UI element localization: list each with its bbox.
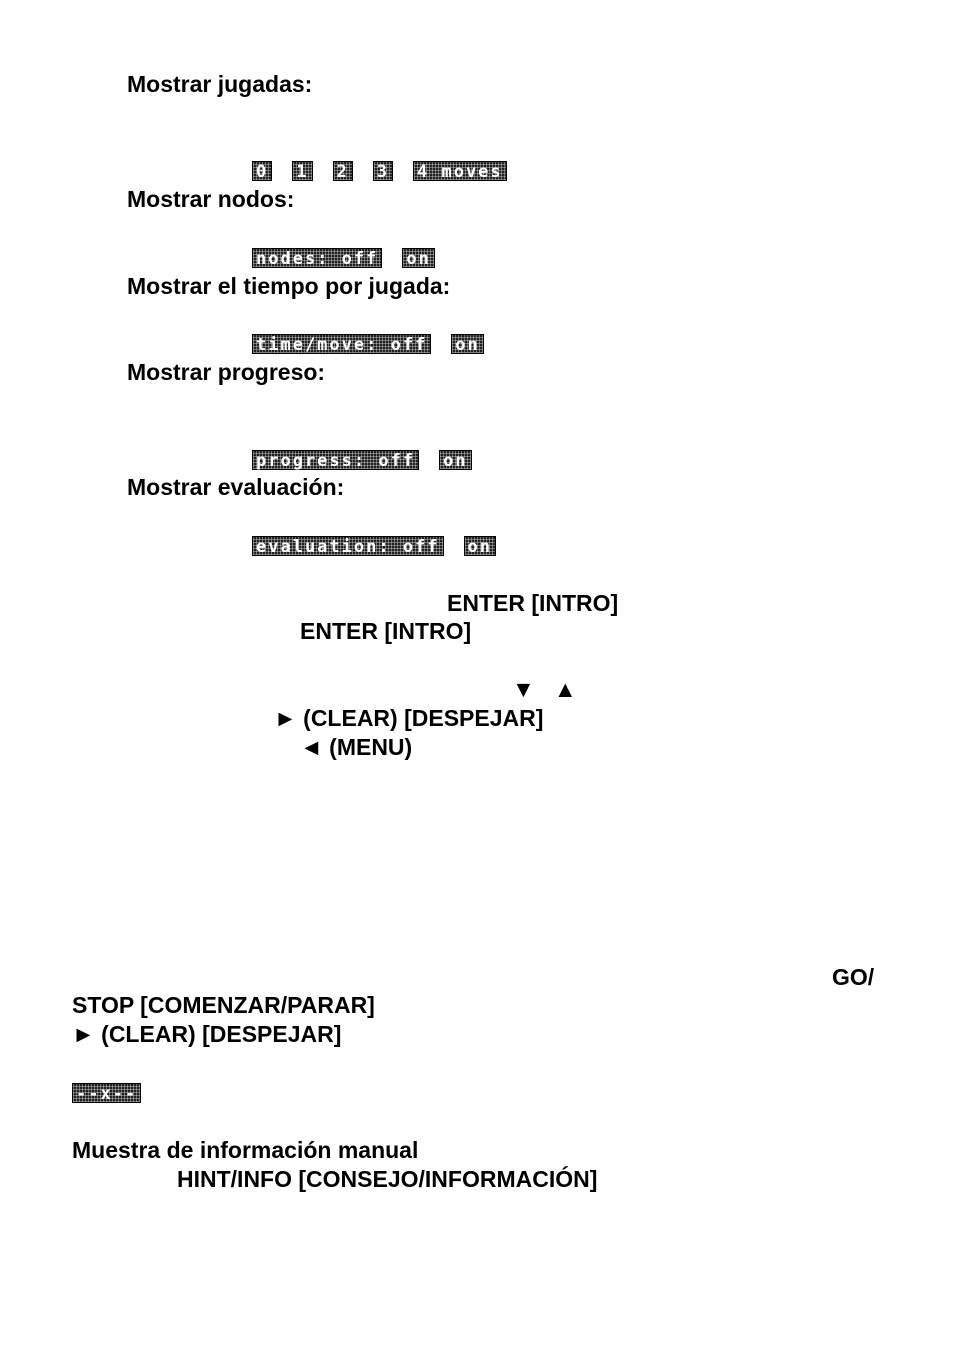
lcd-time: [252, 334, 484, 354]
manual-info-heading: Muestra de información manual: [72, 1137, 419, 1163]
lcd-moves-0: 0: [252, 161, 272, 181]
clear-key-label-2: ► (CLEAR) [DESPEJAR]: [72, 1021, 342, 1047]
lcd-moves-1: 1: [292, 161, 312, 181]
lcd-clear: [72, 1083, 141, 1103]
lcd-nodes: [252, 248, 435, 268]
lcd-nodes-on: on: [402, 248, 434, 268]
lcd-progress: [252, 450, 472, 470]
show-nodes-heading: Mostrar nodos:: [127, 186, 295, 212]
lcd-time-off: time/move: off: [252, 334, 431, 354]
lcd-eval-off: evaluation: off: [252, 536, 444, 556]
show-time-heading: Mostrar el tiempo por jugada:: [127, 273, 451, 299]
enter-key-label-2: ENTER [INTRO]: [300, 618, 472, 644]
lcd-nodes-off: nodes: off: [252, 248, 382, 268]
lcd-moves-3: 3: [373, 161, 393, 181]
menu-key-label: ◄ (MENU): [300, 734, 413, 760]
lcd-progress-on: on: [439, 450, 471, 470]
show-progress-heading: Mostrar progreso:: [127, 359, 326, 385]
lcd-eval: [252, 536, 496, 556]
stop-key-label: STOP [COMENZAR/PARAR]: [72, 992, 375, 1018]
show-eval-heading: Mostrar evaluación:: [127, 474, 345, 500]
go-key-label: GO/: [832, 964, 875, 990]
enter-key-label-1: ENTER [INTRO]: [447, 590, 619, 616]
lcd-moves-4: 4 moves: [413, 161, 507, 181]
clear-key-label-1: ► (CLEAR) [DESPEJAR]: [274, 705, 544, 731]
lcd-moves: [252, 161, 507, 181]
show-moves-heading: Mostrar jugadas:: [127, 71, 313, 97]
arrow-keys-label: ▼ ▲: [512, 676, 577, 702]
lcd-moves-2: 2: [333, 161, 353, 181]
lcd-eval-on: on: [464, 536, 496, 556]
lcd-progress-off: progress: off: [252, 450, 419, 470]
lcd-clear-display: --x--: [72, 1083, 141, 1103]
lcd-time-on: on: [451, 334, 483, 354]
hint-key-label: HINT/INFO [CONSEJO/INFORMACIÓN]: [177, 1166, 598, 1192]
